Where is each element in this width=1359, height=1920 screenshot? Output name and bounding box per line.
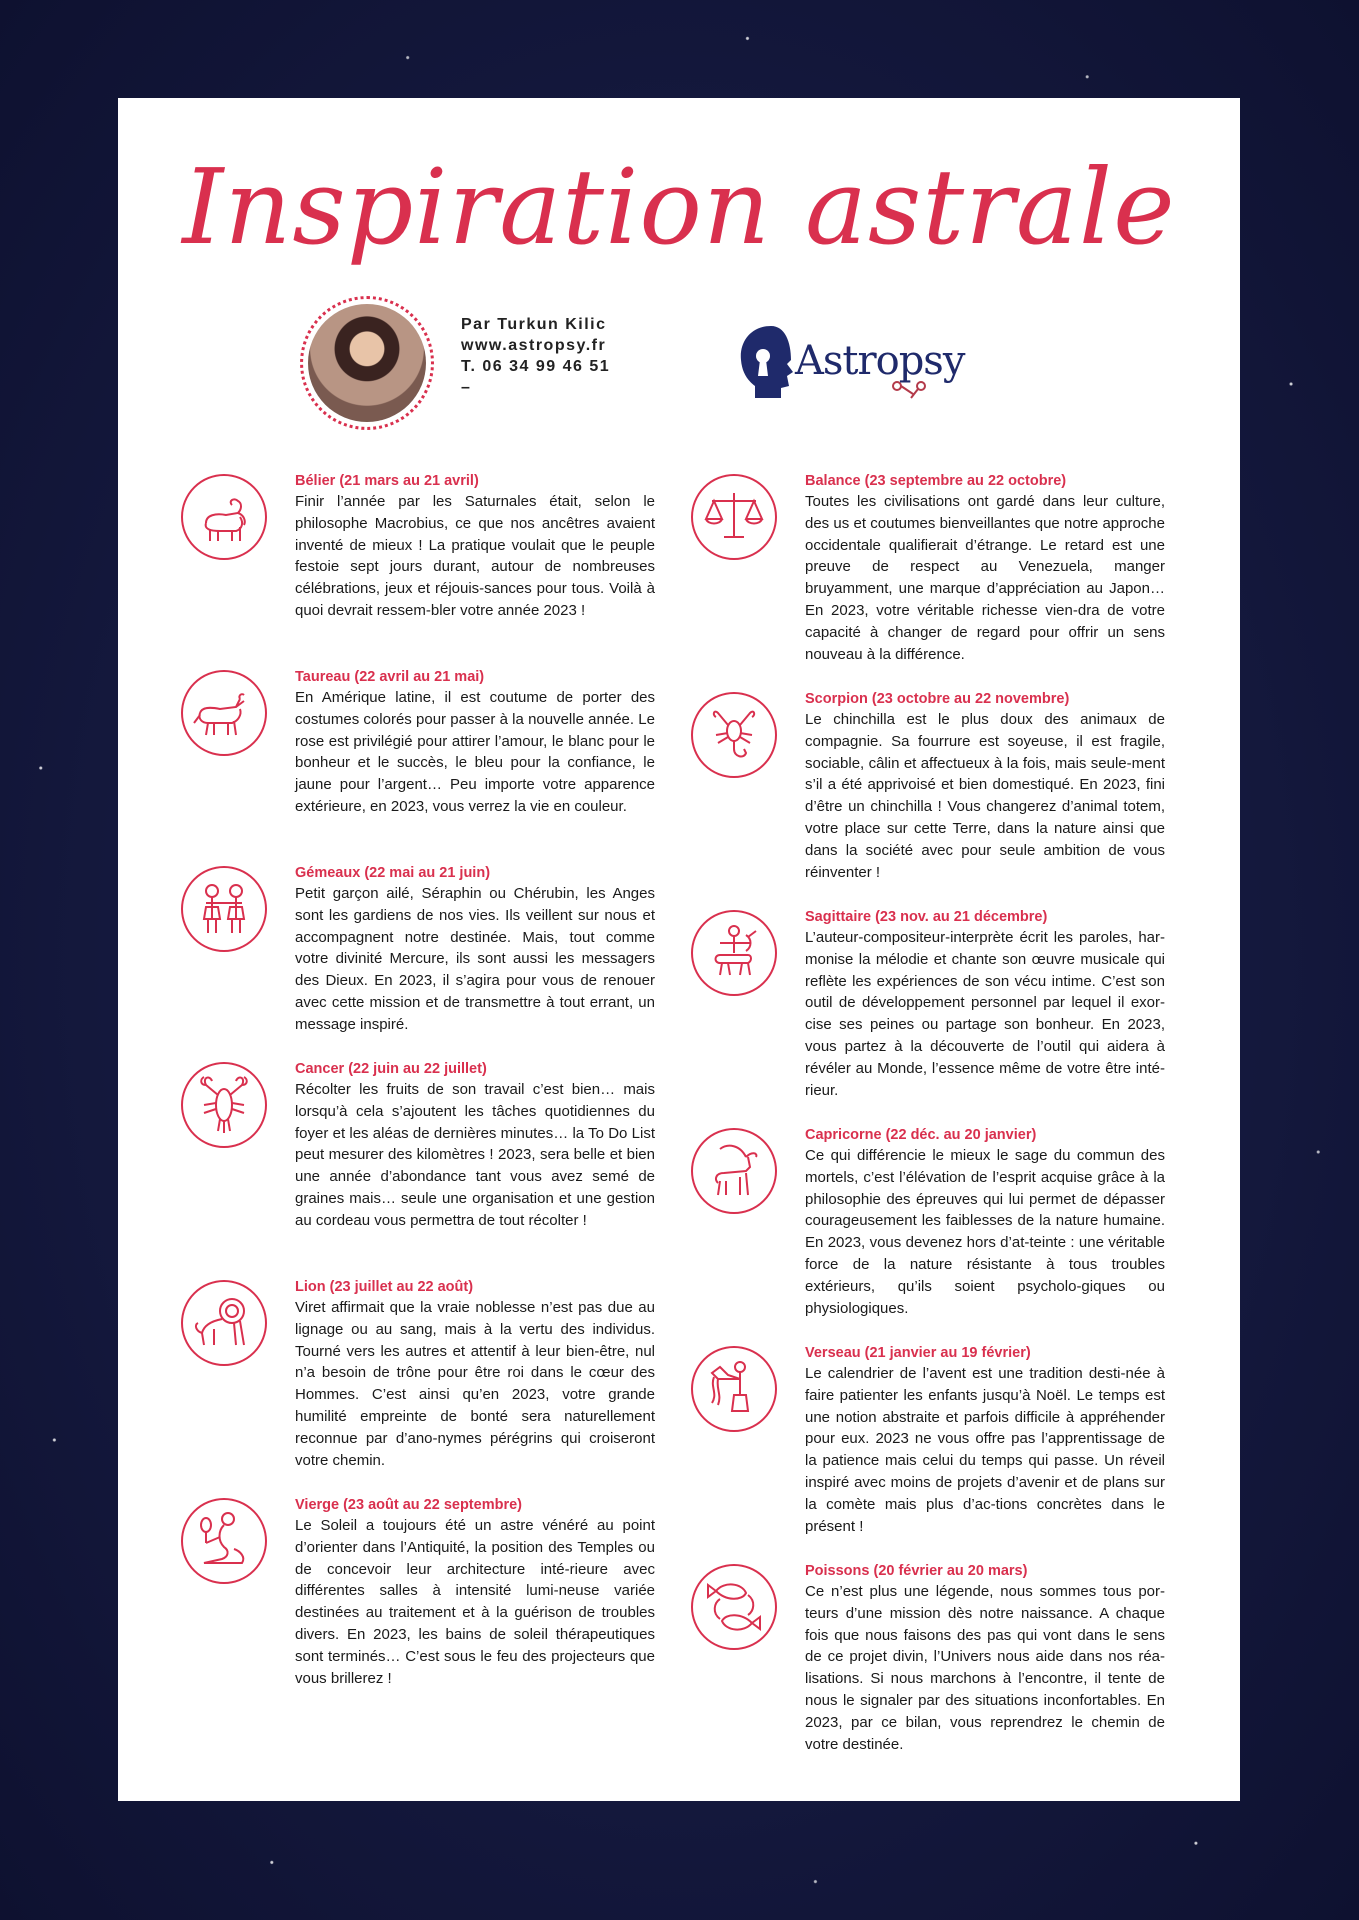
author-block: [461, 314, 610, 398]
sign-title: Scorpion (23 octobre au 22 novembre): [805, 691, 1070, 707]
left-column: [180, 471, 655, 1713]
sign-entry-scorpion: [690, 689, 1165, 907]
pisces-fish-icon: [690, 1563, 778, 1651]
sign-entry-lion: [180, 1277, 655, 1495]
sign-entry-capricorne: [690, 1125, 1165, 1343]
aries-ram-icon: [180, 473, 268, 561]
sign-entry-balance: [690, 471, 1165, 689]
capricorn-goat-icon: [690, 1127, 778, 1215]
sign-title: Cancer (22 juin au 22 juillet): [295, 1061, 487, 1077]
sign-text: Le calendrier de l’avent est une tradition desti-née à faire patienter les enfants jusqu’à Noël. Le temps est une notion abstraite et parfois difficile à appréhender pour eux. 2023 ne vous offre pas l’apprentissage de la patience mais celui du temps qui passe. Un réveil inspiré avec moins de projets d’avenir et de plans sur la comète mais plus d’ac-tions concrètes dans le présent !: [805, 1365, 1165, 1535]
sign-text: Toutes les civilisations ont gardé dans leur culture, des us et coutumes bienveillantes que notre approche occidentale qualifierait d’étrange. Le retard est une preuve de respect au Venezuela, manger bruyamment, une marque d’appréciation au Japon… En 2023, votre véritable richesse vien-dra de votre capacité à changer de regard pour offrir un sens nouveau à la différence.: [805, 493, 1165, 663]
sign-entry-verseau: [690, 1343, 1165, 1561]
virgo-maiden-icon: [180, 1497, 268, 1585]
page-title: Inspiration astrale: [182, 146, 1176, 268]
aquarius-water-bearer-icon: [690, 1345, 778, 1433]
sign-entry-sagittaire: [690, 907, 1165, 1125]
right-column: [690, 471, 1165, 1779]
author-byline: Par Turkun Kilic: [461, 316, 607, 333]
logo-text: Astropsy: [795, 338, 965, 384]
keys-icon: [891, 380, 931, 402]
sign-title: Lion (23 juillet au 22 août): [295, 1279, 474, 1295]
leo-lion-icon: [180, 1279, 268, 1367]
sagittarius-archer-icon: [690, 909, 778, 997]
author-avatar: [300, 296, 434, 430]
sign-title: Gémeaux (22 mai au 21 juin): [295, 865, 491, 881]
keyhole-head-icon: [733, 320, 803, 404]
sign-text: Le Soleil a toujours été un astre vénéré au point d’orienter dans l’Antiquité, la position des Temples ou de concevoir leur architecture inté-rieure avec différentes salles à intensité lumi-neuse variée destinées au traitement et à la guérison de troubles divers. En 2023, les bains de soleil thérapeutiques sont terminés… C’est sous le feu des projecteurs que vous brillerez !: [295, 1517, 655, 1687]
sign-title: Capricorne (22 déc. au 20 janvier): [805, 1127, 1037, 1143]
sign-text: Ce qui différencie le mieux le sage du commun des mortels, c’est l’élévation de l’esprit acquise grâce à la philosophie des épreuves qui lui permet de dépasser courageusement les faiblesses de la nature humaine. En 2023, vous devenez hors d’at-teinte : une véritable force de la nature résistante à tous troubles extérieurs, qu’ils soient psycholo-giques ou physiologiques.: [805, 1147, 1165, 1317]
taurus-bull-icon: [180, 669, 268, 757]
sign-text: Petit garçon ailé, Séraphin ou Chérubin, les Anges sont les gardiens de nos vies. Ils veillent sur nous et accompagnent notre destinée. Mais, tout comme votre divinité Mercure, ils sont aussi les messagers des Dieux. En 2023, il s’agira pour vous de renouer avec cette mission et de transmettre à tout errant, un message inspiré.: [295, 885, 655, 1033]
sign-entry-belier: [180, 471, 655, 667]
sign-entry-vierge: [180, 1495, 655, 1713]
sign-title: Bélier (21 mars au 21 avril): [295, 473, 479, 489]
sign-text: Le chinchilla est le plus doux des animaux de compagnie. Sa fourrure est soyeuse, il est fragile, sociable, câlin et affectueux à la fois, mais seule-ment s’il a été apprivoisé et bien domestiqué. En 2023, fini d’être un chinchilla ! Vous changerez d’animal totem, votre place sur cette Terre, dans la nature ainsi que dans la société avec pour seule ambition de vous réinventer !: [805, 711, 1165, 881]
sign-entry-poissons: [690, 1561, 1165, 1779]
sign-text: Récolter les fruits de son travail c’est bien… mais lorsqu’à cela s’ajoutent les tâches quotidiennes du foyer et les aléas de dernières minutes… la To Do List peut mesurer des kilomètres ! 2023, sera belle et bien une année d’abondance tant vous avez semé de graines mais… seule une organisation et une gestion au cordeau vous permettra de tout récolter !: [295, 1081, 655, 1229]
sign-title: Verseau (21 janvier au 19 février): [805, 1345, 1031, 1361]
article-page: [118, 98, 1240, 1801]
sign-entry-taureau: [180, 667, 655, 863]
sign-entry-cancer: [180, 1059, 655, 1277]
sign-text: Ce n’est plus une légende, nous sommes tous por-teurs d’une mission dès notre naissance. A chaque fois que nous faisons des pas qui vont dans le sens de ce projet divin, l’Univers nous aide dans nos réa-lisations. Si nous marchons à l’encontre, il tente de nous le signaler par des situations inconfortables. En 2023, par ce bilan, vous reprendrez le chemin de votre destinée.: [805, 1583, 1165, 1753]
astropsy-logo: [733, 320, 973, 404]
scorpio-scorpion-icon: [690, 691, 778, 779]
sign-entry-gemeaux: [180, 863, 655, 1059]
sign-text: L’auteur-compositeur-interprète écrit les paroles, har-monise la mélodie et chante son œuvre musicale qui reflète les expériences de son vécu intime. C’est son outil de développement personnel par lequel il exor-cise ses peines ou partage son bonheur. En 2023, vous partez à la découverte de l’outil qui aidera à révéler au Monde, l’essence même de votre être inté-rieur.: [805, 929, 1165, 1099]
sign-title: Taureau (22 avril au 21 mai): [295, 669, 485, 685]
author-dash: –: [461, 379, 472, 396]
libra-scales-icon: [690, 473, 778, 561]
author-website: www.astropsy.fr: [461, 337, 607, 354]
sign-title: Sagittaire (23 nov. au 21 décembre): [805, 909, 1048, 925]
author-phone: T. 06 34 99 46 51: [461, 358, 611, 375]
sign-title: Balance (23 septembre au 22 octobre): [805, 473, 1067, 489]
gemini-twins-icon: [180, 865, 268, 953]
sign-title: Poissons (20 février au 20 mars): [805, 1563, 1028, 1579]
sign-text: Finir l’année par les Saturnales était, selon le philosophe Macrobius, ce que nos ancêtres avaient inventé de mieux ! La pratique voulait que le peuple festoie sept jours durant, autour de nombreuses célébrations, jeux et réjouis-sances pour tous. Voilà à quoi devrait ressem-bler votre année 2023 !: [295, 493, 655, 619]
cancer-lobster-icon: [180, 1061, 268, 1149]
sign-text: En Amérique latine, il est coutume de porter des costumes colorés pour passer à la nouvelle année. Le rose est privilégié pour attirer l’amour, le blanc pour le bonheur et le succès, le bleu pour la confiance, le jaune pour l’argent… Peu importe votre apparence extérieure, en 2023, vous verrez la vie en couleur.: [295, 689, 655, 815]
sign-text: Viret affirmait que la vraie noblesse n’est pas due au lignage ou au sang, mais à la vertu des individus. Tourné vers les autres et attentif à leur bien-être, nul n’a besoin de trône pour être roi dans le cœur des Hommes. C’est ainsi qu’en 2023, votre grande humilité empreinte de bonté sera naturellement reconnue par d’ano-nymes pérégrins qui croiseront votre chemin.: [295, 1299, 655, 1469]
sign-title: Vierge (23 août au 22 septembre): [295, 1497, 522, 1513]
